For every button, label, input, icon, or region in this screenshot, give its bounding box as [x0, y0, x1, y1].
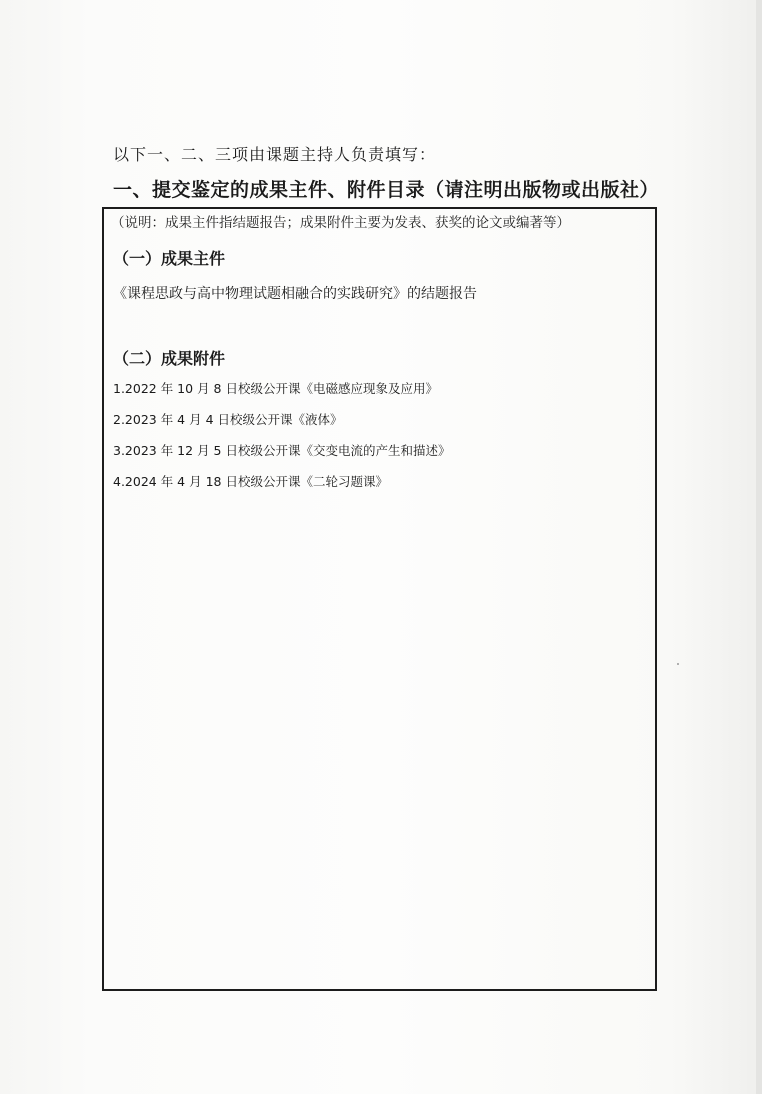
attachment-item: 1.2022 年 10 月 8 日校级公开课《电磁感应现象及应用》 [113, 381, 438, 396]
section-title: 一、提交鉴定的成果主件、附件目录（请注明出版物或出版社） [113, 179, 660, 201]
intro-instruction: 以下一、二、三项由课题主持人负责填写： [113, 145, 437, 164]
attachment-item: 2.2023 年 4 月 4 日校级公开课《液体》 [113, 412, 343, 427]
attachment-item: 4.2024 年 4 月 18 日校级公开课《二轮习题课》 [113, 474, 388, 489]
explanation-note: （说明：成果主件指结题报告；成果附件主要为发表、获奖的论文或编著等） [111, 215, 570, 231]
main-work-heading: （一）成果主件 [113, 249, 226, 268]
attachments-heading: （二）成果附件 [113, 349, 226, 368]
main-work-item: 《课程思政与高中物理试题相融合的实践研究》的结题报告 [113, 286, 477, 302]
paper-speck [677, 663, 679, 665]
page-edge-shadow [756, 0, 762, 1094]
catalog-box [102, 207, 657, 991]
attachment-item: 3.2023 年 12 月 5 日校级公开课《交变电流的产生和描述》 [113, 443, 451, 458]
attachments-list [113, 378, 450, 502]
